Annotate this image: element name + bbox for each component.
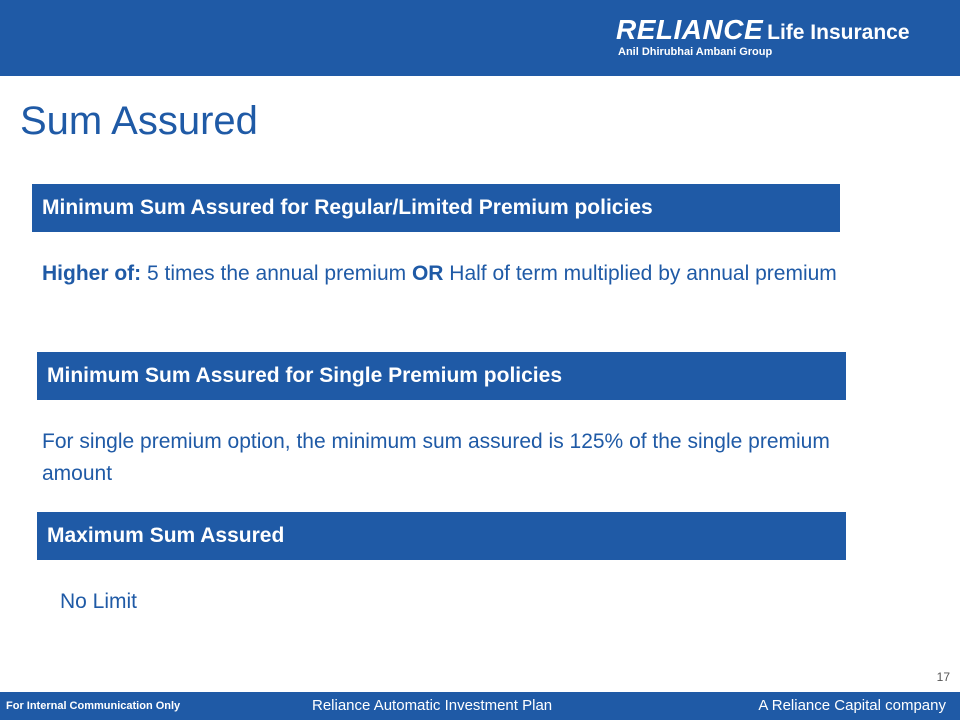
page-title: Sum Assured bbox=[20, 99, 258, 143]
higher-of-label: Higher of: bbox=[42, 262, 142, 285]
footer-confidentiality-note: For Internal Communication Only bbox=[6, 700, 181, 712]
footer-band bbox=[0, 692, 960, 720]
logo-suffix: Life Insurance bbox=[767, 21, 910, 44]
section-heading-maximum: Maximum Sum Assured bbox=[37, 512, 846, 560]
section-heading-single-premium: Minimum Sum Assured for Single Premium policies bbox=[37, 352, 846, 400]
header-band bbox=[0, 0, 960, 76]
logo-brand: RELIANCE bbox=[616, 14, 764, 45]
footer-company-note: A Reliance Capital company bbox=[758, 697, 946, 714]
section-body-single-premium: For single premium option, the minimum sum assured is 125% of the single premium amount bbox=[42, 430, 830, 485]
section-body-maximum: No Limit bbox=[60, 590, 138, 613]
or-connector: OR bbox=[411, 262, 444, 285]
footer-plan-name: Reliance Automatic Investment Plan bbox=[312, 697, 553, 714]
reliance-logo bbox=[616, 14, 946, 66]
section-heading-regular-limited: Minimum Sum Assured for Regular/Limited Premium policies bbox=[32, 184, 840, 232]
body-part-1: 5 times the annual premium bbox=[141, 262, 412, 285]
body-part-2: Half of term multiplied by annual premium bbox=[443, 262, 837, 285]
page-number: 17 bbox=[936, 670, 950, 684]
logo-group-name: Anil Dhirubhai Ambani Group bbox=[618, 46, 773, 58]
section-body-regular-limited bbox=[42, 258, 842, 290]
